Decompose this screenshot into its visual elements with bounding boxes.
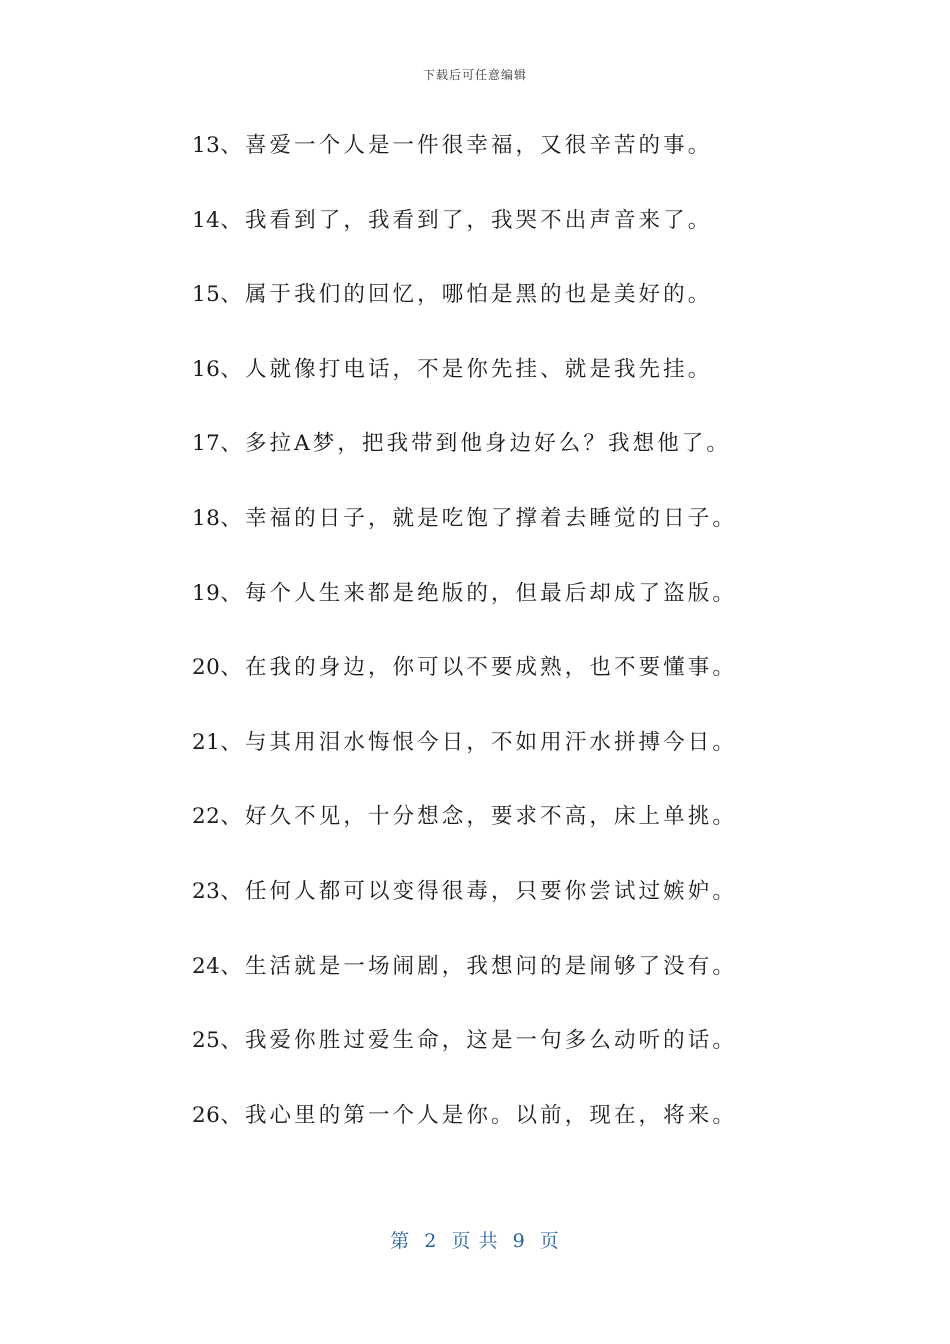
list-item (192, 128, 792, 203)
line-text: 、生活就是一场闹剧，我想问的是闹够了没有。 (220, 953, 737, 979)
line-text: 、属于我们的回忆，哪怕是黑的也是美好的。 (220, 282, 713, 308)
list-item (192, 501, 792, 576)
line-text: 、我看到了，我看到了，我哭不出声音来了。 (220, 207, 713, 233)
list-item (192, 725, 792, 800)
line-number: 20 (192, 655, 221, 681)
line-text: 、在我的身边，你可以不要成熟，也不要懂事。 (220, 655, 737, 681)
line-number: 21 (192, 729, 221, 755)
list-item (192, 874, 792, 949)
list-item (192, 650, 792, 725)
line-number: 15 (192, 282, 221, 308)
list-item (192, 949, 792, 1024)
line-number: 19 (192, 580, 221, 606)
list-item (192, 426, 792, 501)
line-number: 16 (192, 356, 221, 382)
list-item (192, 203, 792, 278)
line-number: 26 (192, 1102, 221, 1128)
list-item (192, 576, 792, 651)
line-text: 、每个人生来都是绝版的，但最后却成了盗版。 (220, 580, 737, 606)
line-text: 、幸福的日子，就是吃饱了撑着去睡觉的日子。 (220, 505, 737, 531)
quote-list (192, 128, 792, 1172)
line-text: 、喜爱一个人是一件很幸福，又很辛苦的事。 (220, 133, 713, 158)
line-text: 、与其用泪水悔恨今日，不如用汗水拼搏今日。 (220, 729, 737, 755)
line-text: 、任何人都可以变得很毒，只要你尝试过嫉妒。 (220, 878, 737, 904)
page-header: 下载后可任意编辑 (422, 68, 527, 82)
line-number: 22 (192, 804, 221, 830)
list-item (192, 1023, 792, 1098)
line-text: 、我爱你胜过爱生命，这是一句多么动听的话。 (220, 1028, 737, 1054)
list-item (192, 352, 792, 427)
list-item (192, 799, 792, 874)
line-text: 、我心里的第一个人是你。以前，现在，将来。 (220, 1102, 737, 1128)
line-number: 18 (192, 505, 221, 531)
line-number: 24 (192, 953, 221, 979)
list-item (192, 277, 792, 352)
line-number: 23 (192, 878, 221, 904)
line-text: 、多拉A梦，把我带到他身边好么？我想他了。 (220, 431, 731, 457)
list-item (192, 1098, 792, 1173)
line-number: 25 (192, 1028, 221, 1054)
line-number: 17 (192, 431, 221, 457)
page-number-footer: 第 2 页 共 9 页 (390, 1230, 560, 1252)
line-text: 、人就像打电话，不是你先挂、就是我先挂。 (220, 356, 713, 382)
line-text: 、好久不见，十分想念，要求不高，床上单挑。 (220, 804, 737, 830)
line-number: 14 (192, 207, 221, 233)
line-number: 13 (192, 133, 221, 158)
